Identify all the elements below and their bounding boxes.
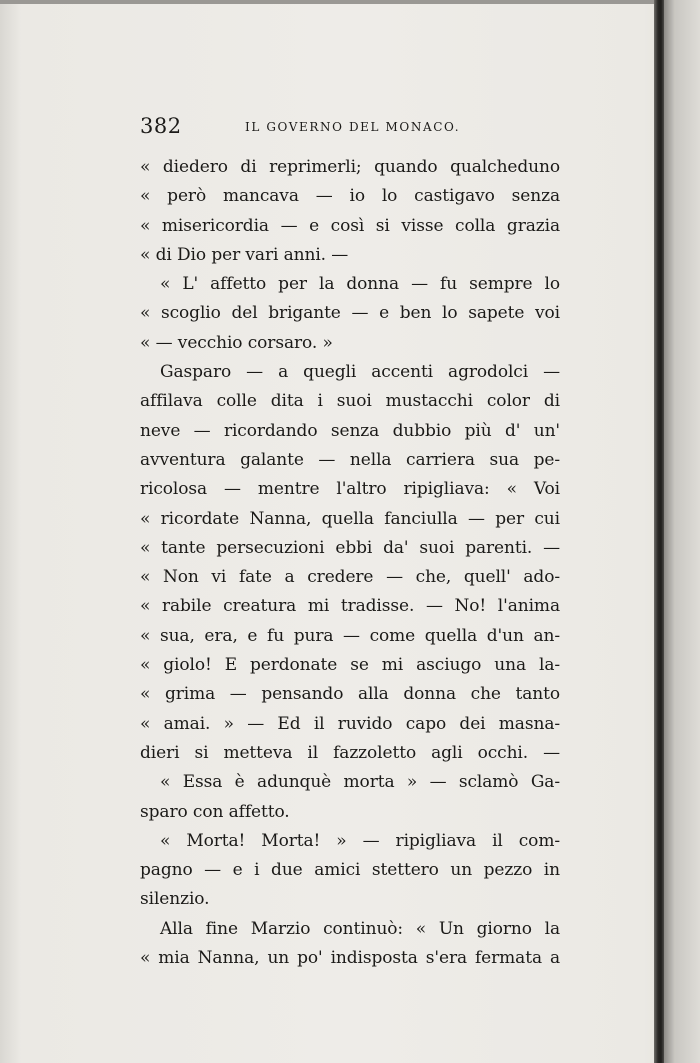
text-line: silenzio. [140, 889, 210, 910]
text-line: « grima — pensando alla donna che tanto [140, 684, 560, 705]
text-line: Alla fine Marzio continuò: « Un giorno la [160, 918, 560, 939]
text-line: « rabile creatura mi tradisse. — No! l'anima [140, 596, 560, 617]
book-spine-shadow [654, 0, 664, 1063]
text-line: « diedero di reprimerli; quando qualcheduno [140, 157, 560, 177]
text-line: « Morta! Morta! » — ripigliava il com- [160, 830, 560, 851]
text-line: Gasparo — a quegli accenti agrodolci — [160, 362, 560, 383]
text-line: « amai. » — Ed il ruvido capo dei masna- [140, 713, 560, 734]
running-title: IL GOVERNO DEL MONACO. [245, 120, 461, 134]
text-line: avventura galante — nella carriera sua pe- [140, 449, 560, 470]
page-header [140, 114, 560, 144]
text-line: « Non vi fate a credere — che, quell' ado- [140, 567, 560, 588]
text-line: « scoglio del brigante — e ben lo sapete voi [140, 303, 560, 324]
text-line: « tante persecuzioni ebbi da' suoi parenti. — [140, 537, 560, 558]
text-line: neve — ricordando senza dubbio più d' un' [140, 420, 560, 441]
text-line: ricolosa — mentre l'altro ripigliava: « Voi [140, 479, 560, 500]
text-line: « Essa è adunquè morta » — sclamò Ga- [160, 772, 560, 793]
text-line: pagno — e i due amici stettero un pezzo in [140, 860, 560, 881]
page-number: 382 [140, 114, 182, 138]
text-line: « mia Nanna, un po' indisposta s'era fermata a [140, 948, 560, 969]
text-line: « di Dio per vari anni. — [140, 244, 349, 265]
text-line: « misericordia — e così si visse colla grazia [140, 215, 560, 236]
text-line: « L' affetto per la donna — fu sempre lo [160, 274, 560, 295]
page-top-edge [0, 0, 660, 4]
text-line: dieri si metteva il fazzoletto agli occhi. — [140, 742, 560, 763]
body-text [140, 153, 560, 973]
text-line: « ricordate Nanna, quella fanciulla — per cui [140, 508, 560, 529]
facing-page-edge [664, 0, 700, 1063]
text-line: « sua, era, e fu pura — come quella d'un an- [140, 625, 560, 646]
text-line: « però mancava — io lo castigavo senza [140, 186, 560, 207]
text-line: « — vecchio corsaro. » [140, 332, 333, 353]
text-line: « giolo! E perdonate se mi asciugo una la- [140, 655, 560, 676]
text-line: sparo con affetto. [140, 801, 290, 822]
text-line: affilava colle dita i suoi mustacchi color di [140, 391, 560, 412]
